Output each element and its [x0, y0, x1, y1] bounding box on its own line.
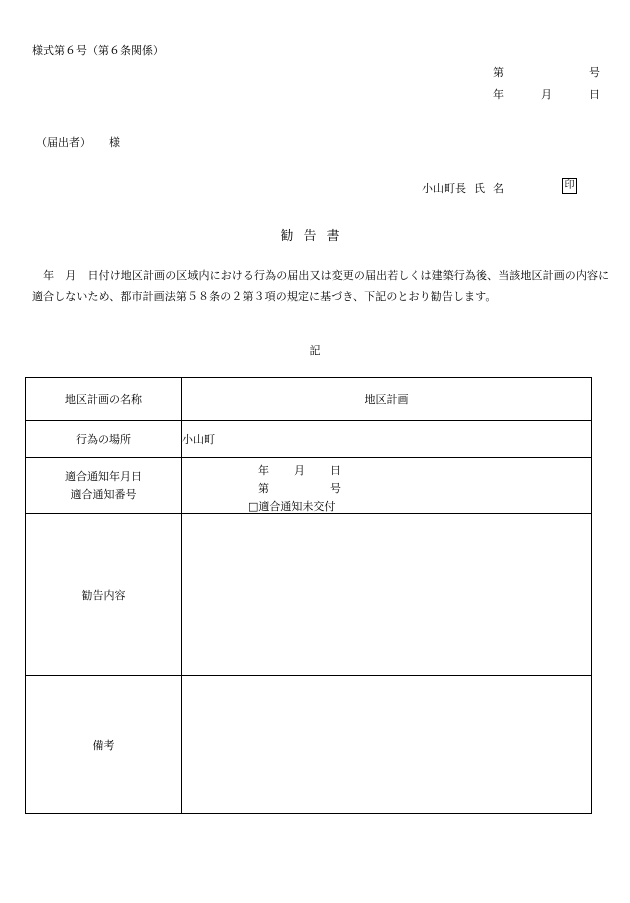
- conformity-notice-label: [26, 458, 182, 514]
- document-title: 勧告書: [280, 229, 350, 244]
- conformity-dai: 第: [258, 482, 269, 495]
- recommendation-content-value: [182, 514, 592, 676]
- notifier-label: （届出者）: [36, 136, 91, 149]
- district-plan-name-value: 地区計画: [182, 378, 592, 421]
- conformity-date-label: 適合通知年月日: [65, 469, 142, 483]
- doc-date-day: 日: [589, 88, 600, 101]
- recommendation-table: [25, 377, 592, 814]
- table-row-conformity-notice: [26, 458, 592, 514]
- remarks-label: 備考: [26, 676, 182, 814]
- doc-number-go: 号: [589, 66, 600, 79]
- doc-number-dai: 第: [493, 66, 504, 79]
- sender-line: [422, 180, 504, 196]
- recommendation-content-label: 勧告内容: [26, 514, 182, 676]
- conformity-month: 月: [294, 464, 305, 477]
- doc-date-year: 年: [493, 88, 504, 101]
- ki-heading: 記: [309, 344, 321, 357]
- table-row-remarks: [26, 676, 592, 814]
- table-row-recommendation-content: [26, 514, 592, 676]
- not-issued-checkbox-line: □適合通知未交付: [248, 500, 336, 513]
- sender-mei: 名: [493, 182, 504, 195]
- district-plan-name-label: 地区計画の名称: [26, 378, 182, 421]
- conformity-day: 日: [330, 464, 341, 477]
- form-number: 様式第６号（第６条関係）: [32, 44, 164, 57]
- table-row-action-location: [26, 421, 592, 458]
- conformity-year: 年: [258, 464, 269, 477]
- notifier-honorific: 様: [109, 136, 120, 149]
- sender-shi: 氏: [474, 182, 485, 195]
- sender-title: 小山町長: [422, 182, 466, 195]
- conformity-go: 号: [330, 482, 341, 495]
- table-row-district-plan-name: [26, 378, 592, 421]
- action-location-value: 小山町: [182, 421, 592, 458]
- conformity-number-label: 適合通知番号: [70, 487, 137, 501]
- seal-stamp: 印: [562, 178, 577, 194]
- remarks-value: [182, 676, 592, 814]
- body-text: 年 月 日付け地区計画の区域内における行為の届出又は変更の届出若しくは建築行為後、当該地区計画の内容に適合しないため、都市計画法第５８条の２第３項の規定に基づき、下記のとおり勧告します。: [32, 269, 610, 303]
- action-location-label: 行為の場所: [26, 421, 182, 458]
- conformity-notice-value: [182, 458, 592, 514]
- doc-date-month: 月: [541, 88, 552, 101]
- notifier-line: [36, 134, 120, 150]
